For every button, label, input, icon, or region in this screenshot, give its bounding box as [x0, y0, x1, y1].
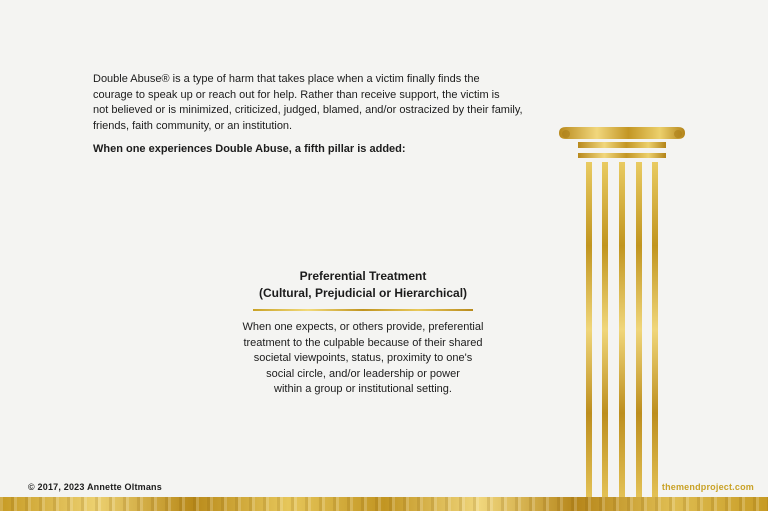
gold-column-icon — [558, 125, 686, 497]
website-link[interactable]: themendproject.com — [661, 482, 754, 492]
copyright-text: © 2017, 2023 Annette Oltmans — [28, 482, 162, 492]
gold-divider — [253, 309, 473, 311]
pillar-description-line: within a group or institutional setting. — [274, 383, 452, 395]
pillar-description — [225, 320, 501, 398]
column-capital — [559, 127, 685, 158]
pillar-description-line: When one expects, or others provide, preferential — [242, 321, 484, 333]
pillar-title-line: Preferential Treatment — [299, 269, 427, 283]
pillar-title — [225, 268, 501, 302]
fifth-pillar-lead: When one experiences Double Abuse, a fifth pillar is added: — [93, 143, 406, 155]
gold-floor-band — [0, 497, 768, 511]
column-shaft — [586, 162, 658, 497]
definition-paragraph — [93, 72, 563, 134]
definition-line: not believed or is minimized, criticized, judged, blamed, and/or ostracized by their family, — [93, 104, 523, 116]
pillar-description-line: treatment to the culpable because of their shared — [243, 336, 483, 349]
definition-line: Double Abuse® is a type of harm that takes place when a victim finally finds the — [93, 73, 480, 85]
pillar-card — [225, 268, 501, 398]
pillar-description-line: societal viewpoints, status, proximity to one's — [253, 352, 473, 364]
pillar-subtitle-line: (Cultural, Prejudicial or Hierarchical) — [258, 286, 468, 300]
pillar-description-line: social circle, and/or leadership or power — [266, 367, 460, 380]
definition-line: friends, faith community, or an institution. — [93, 119, 293, 132]
definition-line: courage to speak up or reach out for help. Rather than receive support, the victim is — [93, 88, 500, 101]
